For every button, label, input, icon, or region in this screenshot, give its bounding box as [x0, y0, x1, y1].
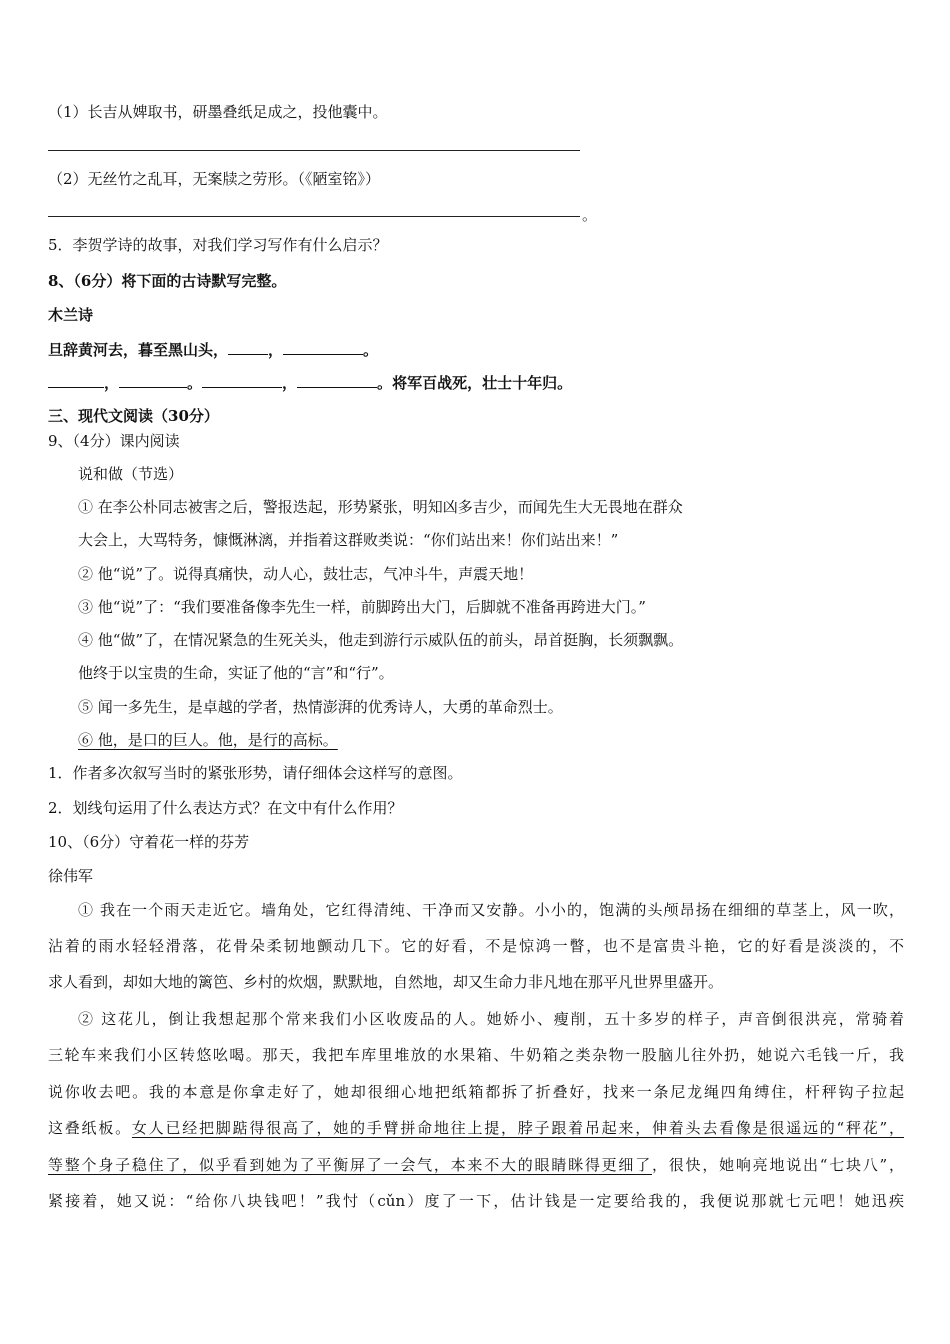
q9-question-2: 2．划线句运用了什么表达方式？在文中有什么作用？: [48, 799, 403, 817]
q9-header: 9、（4分）课内阅读: [48, 432, 180, 450]
passage-para-1a: ① 在李公朴同志被害之后，警报迭起，形势紧张，明知凶多吉少，而闻先生大无畏地在群众: [78, 498, 683, 516]
article-line-2: 沾着的雨水轻轻滑落，花骨朵柔韧地颤动几下。它的好看，不是惊鸿一瞥，也不是富贵斗艳，它的好看是淡淡的，不: [48, 937, 904, 955]
passage-para-3: ③ 他“说”了：“我们要准备像李先生一样，前脚跨出大门，后脚就不准备再跨进大门。”: [78, 598, 646, 616]
passage-para-5: ⑤ 闻一多先生，是卓越的学者，热情澎湃的优秀诗人，大勇的革命烈士。: [78, 698, 563, 716]
passage-para-6-underlined: ⑥ 他，是口的巨人。他，是行的高标。: [78, 731, 338, 749]
article-line-7-underlined: 女人已经把脚踮得很高了，她的手臂拼命地往上提，脖子跟着吊起来，伸着头去看像是很遥远的“秤花”，: [131, 1119, 904, 1137]
passage-title: 说和做（节选）: [78, 465, 184, 483]
poem-period-1: 。: [363, 341, 379, 359]
poem-comma-3: ，: [282, 374, 298, 392]
poem-comma-2: ，: [104, 374, 120, 392]
poem-line-1-text: 旦辞黄河去，暮至黑山头，: [48, 341, 229, 359]
article-line-9: 紧接着，她又说：“给你八块钱吧！”我忖（cǔn）度了一下，估计钱是一定要给我的，我便说那就七元吧！她迅疾: [48, 1192, 904, 1210]
poem-period-2: 。: [187, 374, 203, 392]
q7-sentence-1: （1）长吉从婢取书，研墨叠纸足成之，投他囊中。: [48, 103, 388, 121]
passage-para-1b: 大会上，大骂特务，慷慨淋漓，并指着这群败类说：“你们站出来！你们站出来！”: [78, 531, 619, 549]
poem-blank-3[interactable]: [48, 371, 104, 388]
poem-period-3: 。: [377, 374, 393, 392]
poem-blank-2[interactable]: [283, 338, 363, 355]
poem-comma-1: ，: [268, 341, 284, 359]
article-line-8-end: ，很快，她响亮地说出“七块八”，: [652, 1156, 904, 1174]
q5-question: 5．李贺学诗的故事，对我们学习写作有什么启示？: [48, 236, 388, 254]
poem-title: 木兰诗: [48, 306, 94, 324]
q8-header: 8、（6分）将下面的古诗默写完整。: [48, 272, 287, 290]
passage-para-4a: ④ 他“做”了，在情况紧急的生死关头，他走到游行示威队伍的前头，昂首挺胸，长须飘飘。: [78, 631, 684, 649]
answer-line-2[interactable]: [48, 216, 580, 217]
q9-question-1: 1．作者多次叙写当时的紧张形势，请仔细体会这样写的意图。: [48, 764, 463, 782]
article-line-1: ① 我在一个雨天走近它。墙角处，它红得清纯、干净而又安静。小小的，饱满的头颅昂扬在细细的草茎上，风一吹，: [78, 901, 904, 919]
answer-line-end-mark: 。: [582, 206, 598, 224]
poem-blank-5[interactable]: [202, 371, 282, 388]
poem-blank-4[interactable]: [119, 371, 187, 388]
q10-header: 10、（6分）守着花一样的芬芳: [48, 833, 250, 851]
article-line-8: [48, 1154, 904, 1176]
answer-line-1[interactable]: [48, 150, 580, 151]
passage-para-4b: 他终于以宝贵的生命，实证了他的“言”和“行”。: [78, 664, 394, 682]
poem-line-2-tail: 将军百战死，壮士十年归。: [392, 374, 573, 392]
article-line-3: 求人看到，却如大地的篱笆、乡村的炊烟，默默地，自然地，却又生命力非凡地在那平凡世界里盛开。: [48, 973, 724, 991]
article-line-8-underlined: 等整个身子稳住了，似乎看到她为了平衡屏了一会气，本来不大的眼睛眯得更细了: [48, 1156, 652, 1174]
article-line-6: 说你收去吧。我的本意是你拿走好了，她却很细心地把纸箱都拆了折叠好，找来一条尼龙绳四角缚住，杆秤钩子拉起: [48, 1083, 904, 1101]
section-3-heading: 三、现代文阅读（30分）: [48, 407, 219, 425]
poem-blank-1[interactable]: [228, 338, 268, 355]
passage-para-2: ② 他“说”了。说得真痛快，动人心，鼓壮志，气冲斗牛，声震天地！: [78, 565, 534, 583]
q10-author: 徐伟军: [48, 867, 94, 885]
poem-line-1: [48, 338, 378, 361]
article-line-4: ② 这花儿，倒让我想起那个常来我们小区收废品的人。她娇小、瘦削，五十多岁的样子，声音倒很洪亮，常骑着: [78, 1010, 904, 1028]
article-line-7: [48, 1117, 904, 1139]
article-line-5: 三轮车来我们小区转悠吆喝。那天，我把车库里堆放的水果箱、牛奶箱之类杂物一股脑儿往外扔，她说六毛钱一斤，我: [48, 1046, 904, 1064]
q7-sentence-2: （2）无丝竹之乱耳，无案牍之劳形。（《陋室铭》）: [48, 170, 381, 188]
poem-blank-6[interactable]: [297, 371, 377, 388]
poem-line-2: [48, 371, 572, 394]
article-line-7-start: 这叠纸板。: [48, 1119, 132, 1137]
